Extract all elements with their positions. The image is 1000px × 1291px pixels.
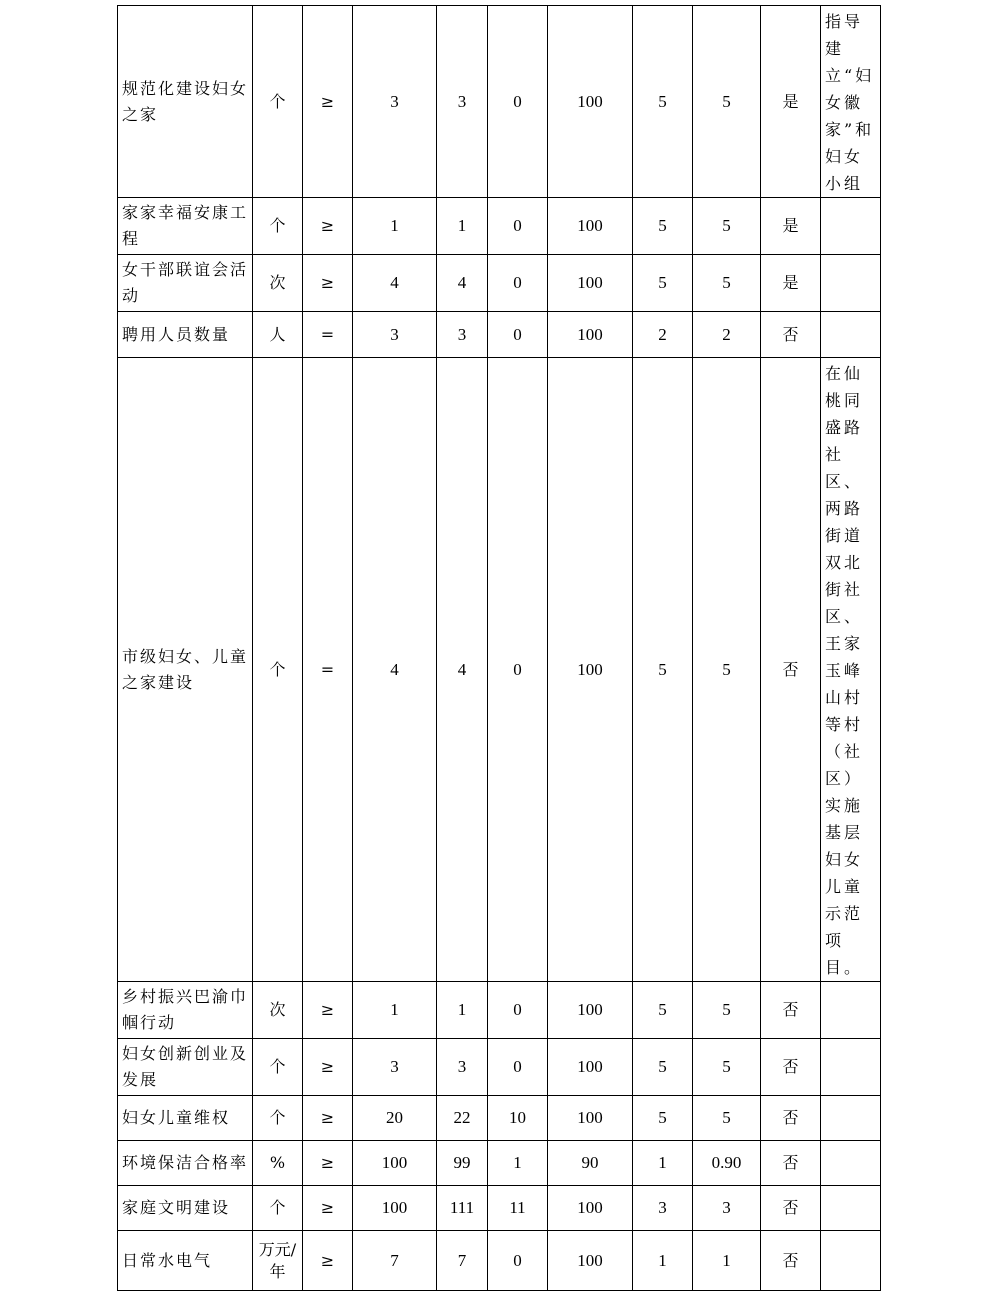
actual-value-cell-text: 1 <box>457 1000 467 1019</box>
actual-value-cell-text: 7 <box>457 1250 467 1270</box>
remark-cell <box>821 982 881 1039</box>
core-indicator-flag-cell <box>761 1096 821 1141</box>
weight-cell <box>633 1231 693 1291</box>
completion-rate-cell-text: 100 <box>577 1198 603 1217</box>
actual-value-cell <box>437 982 488 1039</box>
target-value-cell-text: 4 <box>390 273 399 292</box>
indicator-name <box>118 1096 253 1141</box>
core-indicator-flag-cell-text: 是 <box>782 216 799 235</box>
actual-value-cell <box>437 6 488 198</box>
actual-value-cell-text: 111 <box>449 1198 475 1217</box>
target-value-cell <box>353 1039 437 1096</box>
completion-rate-cell-text: 100 <box>577 1000 603 1019</box>
deviation-cell <box>488 358 548 982</box>
deviation-cell <box>488 6 548 198</box>
score-cell <box>693 1141 761 1186</box>
deviation-cell-text: 11 <box>509 1198 526 1217</box>
weight-cell-text: 1 <box>658 1250 667 1270</box>
score-cell-text: 5 <box>722 1108 731 1127</box>
core-indicator-flag-cell <box>761 1039 821 1096</box>
indicator-name-text: 日常水电气 <box>122 1250 213 1270</box>
target-value-cell <box>353 255 437 312</box>
core-indicator-flag-cell-text: 否 <box>782 1108 799 1127</box>
completion-rate-cell-text: 100 <box>577 216 603 235</box>
weight-cell-text: 5 <box>658 659 667 679</box>
score-cell-text: 5 <box>722 1057 731 1076</box>
score-cell <box>693 312 761 358</box>
target-value-cell-text: 1 <box>390 216 399 235</box>
completion-rate-cell <box>548 312 633 358</box>
unit-cell-text: 个 <box>269 1198 286 1217</box>
weight-cell <box>633 1186 693 1231</box>
weight-cell <box>633 982 693 1039</box>
actual-value-cell <box>437 1186 488 1231</box>
weight-cell <box>633 255 693 312</box>
weight-cell <box>633 198 693 255</box>
score-cell-text: 3 <box>722 1198 731 1217</box>
indicator-name-text: 家庭文明建设 <box>122 1198 231 1217</box>
deviation-cell-text: 0 <box>513 91 522 111</box>
deviation-cell-text: 0 <box>513 1057 522 1076</box>
core-indicator-flag-cell <box>761 1186 821 1231</box>
unit-cell-text: 个 <box>269 216 286 235</box>
operator-cell <box>303 1039 353 1096</box>
weight-cell <box>633 358 693 982</box>
actual-value-cell-text: 1 <box>457 216 467 235</box>
unit-cell-text: 次 <box>269 1000 286 1019</box>
completion-rate-cell <box>548 1096 633 1141</box>
score-cell <box>693 1186 761 1231</box>
target-value-cell <box>353 982 437 1039</box>
table-row <box>118 1186 881 1231</box>
deviation-cell-text: 0 <box>513 324 522 344</box>
remark-cell <box>821 255 881 312</box>
remark-cell <box>821 1186 881 1231</box>
target-value-cell <box>353 1141 437 1186</box>
actual-value-cell <box>437 198 488 255</box>
unit-cell-text: 个 <box>269 91 286 111</box>
operator-cell-text: ≥ <box>320 1198 335 1217</box>
core-indicator-flag-cell-text: 是 <box>782 273 799 292</box>
core-indicator-flag-cell <box>761 358 821 982</box>
core-indicator-flag-cell <box>761 6 821 198</box>
core-indicator-flag-cell <box>761 255 821 312</box>
operator-cell-text: ≥ <box>320 273 335 292</box>
weight-cell-text: 5 <box>658 1057 667 1076</box>
target-value-cell <box>353 6 437 198</box>
core-indicator-flag-cell-text: 否 <box>782 659 799 679</box>
core-indicator-flag-cell <box>761 198 821 255</box>
core-indicator-flag-cell-text: 否 <box>782 1250 799 1270</box>
operator-cell-text: ≥ <box>320 1000 335 1019</box>
actual-value-cell-text: 3 <box>457 91 467 111</box>
unit-cell <box>253 312 303 358</box>
operator-cell <box>303 312 353 358</box>
deviation-cell-text: 0 <box>513 1000 522 1019</box>
indicator-name <box>118 358 253 982</box>
completion-rate-cell <box>548 358 633 982</box>
indicator-name-text: 聘用人员数量 <box>122 324 231 344</box>
deviation-cell <box>488 1231 548 1291</box>
unit-cell <box>253 1141 303 1186</box>
indicator-name <box>118 1186 253 1231</box>
actual-value-cell-text: 3 <box>457 324 467 344</box>
target-value-cell <box>353 1231 437 1291</box>
indicator-name-text: 规范化建设妇女之家 <box>122 78 249 124</box>
operator-cell <box>303 255 353 312</box>
score-cell <box>693 6 761 198</box>
weight-cell <box>633 6 693 198</box>
core-indicator-flag-cell-text: 否 <box>782 324 799 344</box>
actual-value-cell-text: 99 <box>453 1153 471 1172</box>
operator-cell <box>303 982 353 1039</box>
completion-rate-cell-text: 100 <box>577 1057 603 1076</box>
target-value-cell-text: 7 <box>390 1250 399 1270</box>
weight-cell-text: 5 <box>658 216 667 235</box>
core-indicator-flag-cell-text: 是 <box>782 91 799 111</box>
indicator-name <box>118 6 253 198</box>
target-value-cell <box>353 1186 437 1231</box>
core-indicator-flag-cell <box>761 1231 821 1291</box>
deviation-cell-text: 10 <box>509 1108 526 1127</box>
actual-value-cell <box>437 312 488 358</box>
target-value-cell-text: 3 <box>390 324 399 344</box>
deviation-cell <box>488 255 548 312</box>
table-row <box>118 358 881 982</box>
target-value-cell-text: 20 <box>386 1108 403 1127</box>
operator-cell-text: ≥ <box>320 216 335 235</box>
deviation-cell <box>488 198 548 255</box>
core-indicator-flag-cell-text: 否 <box>782 1153 799 1172</box>
operator-cell <box>303 198 353 255</box>
weight-cell-text: 5 <box>658 91 667 111</box>
score-cell <box>693 198 761 255</box>
weight-cell-text: 5 <box>658 1000 667 1019</box>
operator-cell-text: ≥ <box>320 1153 335 1172</box>
target-value-cell-text: 4 <box>390 659 399 679</box>
completion-rate-cell-text: 100 <box>577 273 603 292</box>
target-value-cell <box>353 358 437 982</box>
score-cell <box>693 1096 761 1141</box>
completion-rate-cell-text: 100 <box>577 91 603 111</box>
completion-rate-cell <box>548 1231 633 1291</box>
completion-rate-cell <box>548 1039 633 1096</box>
deviation-cell-text: 0 <box>513 273 522 292</box>
table-row <box>118 312 881 358</box>
remark-cell <box>821 1096 881 1141</box>
remark-cell <box>821 1141 881 1186</box>
score-cell <box>693 1231 761 1291</box>
weight-cell-text: 1 <box>658 1153 667 1172</box>
table-row <box>118 255 881 312</box>
target-value-cell-text: 1 <box>390 1000 399 1019</box>
deviation-cell-text: 0 <box>513 216 522 235</box>
weight-cell-text: 3 <box>658 1198 667 1217</box>
core-indicator-flag-cell-text: 否 <box>782 1198 799 1217</box>
unit-cell <box>253 358 303 982</box>
target-value-cell-text: 3 <box>390 91 399 111</box>
unit-cell-text: 个 <box>269 1108 286 1127</box>
remark-cell-text: 指导建立“妇女徽家”和妇女小组 <box>825 12 875 193</box>
score-cell <box>693 358 761 982</box>
score-cell-text: 5 <box>722 659 731 679</box>
score-cell <box>693 1039 761 1096</box>
performance-indicator-table <box>117 5 881 1291</box>
target-value-cell <box>353 1096 437 1141</box>
actual-value-cell <box>437 1039 488 1096</box>
remark-cell <box>821 6 881 198</box>
indicator-name <box>118 982 253 1039</box>
deviation-cell <box>488 1039 548 1096</box>
unit-cell <box>253 198 303 255</box>
operator-cell-text: ≥ <box>320 1057 335 1076</box>
target-value-cell-text: 3 <box>390 1057 399 1076</box>
actual-value-cell <box>437 255 488 312</box>
table-row <box>118 1231 881 1291</box>
actual-value-cell <box>437 1231 488 1291</box>
remark-cell <box>821 198 881 255</box>
actual-value-cell <box>437 1096 488 1141</box>
completion-rate-cell <box>548 982 633 1039</box>
table-row <box>118 1141 881 1186</box>
completion-rate-cell-text: 100 <box>577 1108 603 1127</box>
unit-cell-text: % <box>269 1153 286 1172</box>
table-row <box>118 1039 881 1096</box>
remark-cell <box>821 312 881 358</box>
deviation-cell-text: 1 <box>513 1153 522 1172</box>
remark-cell <box>821 1039 881 1096</box>
actual-value-cell-text: 4 <box>457 659 467 679</box>
score-cell-text: 2 <box>722 324 731 344</box>
score-cell <box>693 982 761 1039</box>
actual-value-cell-text: 3 <box>457 1057 467 1076</box>
remark-cell <box>821 358 881 982</box>
operator-cell <box>303 1231 353 1291</box>
deviation-cell-text: 0 <box>513 659 522 679</box>
indicator-name <box>118 1231 253 1291</box>
core-indicator-flag-cell-text: 否 <box>782 1057 799 1076</box>
weight-cell <box>633 1039 693 1096</box>
indicator-name-text: 女干部联谊会活动 <box>122 260 249 305</box>
unit-cell-text: 次 <box>269 273 286 292</box>
core-indicator-flag-cell <box>761 1141 821 1186</box>
unit-cell <box>253 1231 303 1291</box>
unit-cell-text: 个 <box>269 1057 286 1076</box>
completion-rate-cell <box>548 198 633 255</box>
table-row <box>118 982 881 1039</box>
score-cell-text: 0.90 <box>711 1153 742 1172</box>
unit-cell <box>253 1096 303 1141</box>
completion-rate-cell-text: 100 <box>577 324 603 344</box>
deviation-cell <box>488 1141 548 1186</box>
operator-cell <box>303 6 353 198</box>
indicator-name-text: 乡村振兴巴渝巾帼行动 <box>122 987 249 1032</box>
indicator-name <box>118 255 253 312</box>
completion-rate-cell-text: 90 <box>581 1153 599 1172</box>
deviation-cell <box>488 982 548 1039</box>
operator-cell-text: ≥ <box>320 91 335 111</box>
unit-cell <box>253 982 303 1039</box>
score-cell-text: 1 <box>722 1250 731 1270</box>
core-indicator-flag-cell <box>761 312 821 358</box>
weight-cell-text: 5 <box>658 273 667 292</box>
weight-cell <box>633 1141 693 1186</box>
unit-cell <box>253 6 303 198</box>
score-cell <box>693 255 761 312</box>
operator-cell-text: = <box>320 659 335 679</box>
actual-value-cell <box>437 1141 488 1186</box>
unit-cell-text: 人 <box>269 324 286 344</box>
deviation-cell <box>488 1096 548 1141</box>
deviation-cell <box>488 312 548 358</box>
target-value-cell <box>353 198 437 255</box>
operator-cell-text: = <box>320 324 335 344</box>
target-value-cell-text: 100 <box>381 1198 408 1217</box>
score-cell-text: 5 <box>722 1000 731 1019</box>
target-value-cell <box>353 312 437 358</box>
score-cell-text: 5 <box>722 216 731 235</box>
indicator-name-text: 妇女儿童维权 <box>122 1108 231 1127</box>
indicator-name <box>118 198 253 255</box>
indicator-name-text: 环境保洁合格率 <box>122 1153 249 1172</box>
unit-cell <box>253 1186 303 1231</box>
table-row <box>118 198 881 255</box>
deviation-cell <box>488 1186 548 1231</box>
completion-rate-cell <box>548 255 633 312</box>
table-row <box>118 1096 881 1141</box>
operator-cell <box>303 358 353 982</box>
completion-rate-cell <box>548 1186 633 1231</box>
score-cell-text: 5 <box>722 91 731 111</box>
operator-cell <box>303 1096 353 1141</box>
unit-cell <box>253 255 303 312</box>
actual-value-cell <box>437 358 488 982</box>
weight-cell-text: 2 <box>658 324 667 344</box>
indicator-name-text: 家家幸福安康工程 <box>122 203 249 248</box>
unit-cell-text: 个 <box>269 659 286 679</box>
remark-cell-text: 在仙桃同盛路社区、两路街道双北街社区、王家玉峰山村等村（社区）实施基层妇女儿童示范项目。 <box>825 364 864 977</box>
completion-rate-cell-text: 100 <box>577 659 603 679</box>
unit-cell-text: 万元/年 <box>258 1239 297 1281</box>
completion-rate-cell <box>548 6 633 198</box>
operator-cell <box>303 1141 353 1186</box>
core-indicator-flag-cell <box>761 982 821 1039</box>
deviation-cell-text: 0 <box>513 1250 522 1270</box>
target-value-cell-text: 100 <box>381 1153 408 1172</box>
indicator-name-text: 妇女创新创业及发展 <box>122 1044 249 1089</box>
unit-cell <box>253 1039 303 1096</box>
operator-cell-text: ≥ <box>320 1250 335 1270</box>
operator-cell <box>303 1186 353 1231</box>
core-indicator-flag-cell-text: 否 <box>782 1000 799 1019</box>
operator-cell-text: ≥ <box>320 1108 335 1127</box>
completion-rate-cell <box>548 1141 633 1186</box>
weight-cell <box>633 312 693 358</box>
table-row <box>118 6 881 198</box>
indicator-name <box>118 312 253 358</box>
weight-cell-text: 5 <box>658 1108 667 1127</box>
indicator-name-text: 市级妇女、儿童之家建设 <box>122 646 249 692</box>
actual-value-cell-text: 4 <box>457 273 467 292</box>
remark-cell <box>821 1231 881 1291</box>
indicator-name <box>118 1141 253 1186</box>
actual-value-cell-text: 22 <box>453 1108 471 1127</box>
score-cell-text: 5 <box>722 273 731 292</box>
weight-cell <box>633 1096 693 1141</box>
completion-rate-cell-text: 100 <box>577 1250 603 1270</box>
indicator-name <box>118 1039 253 1096</box>
